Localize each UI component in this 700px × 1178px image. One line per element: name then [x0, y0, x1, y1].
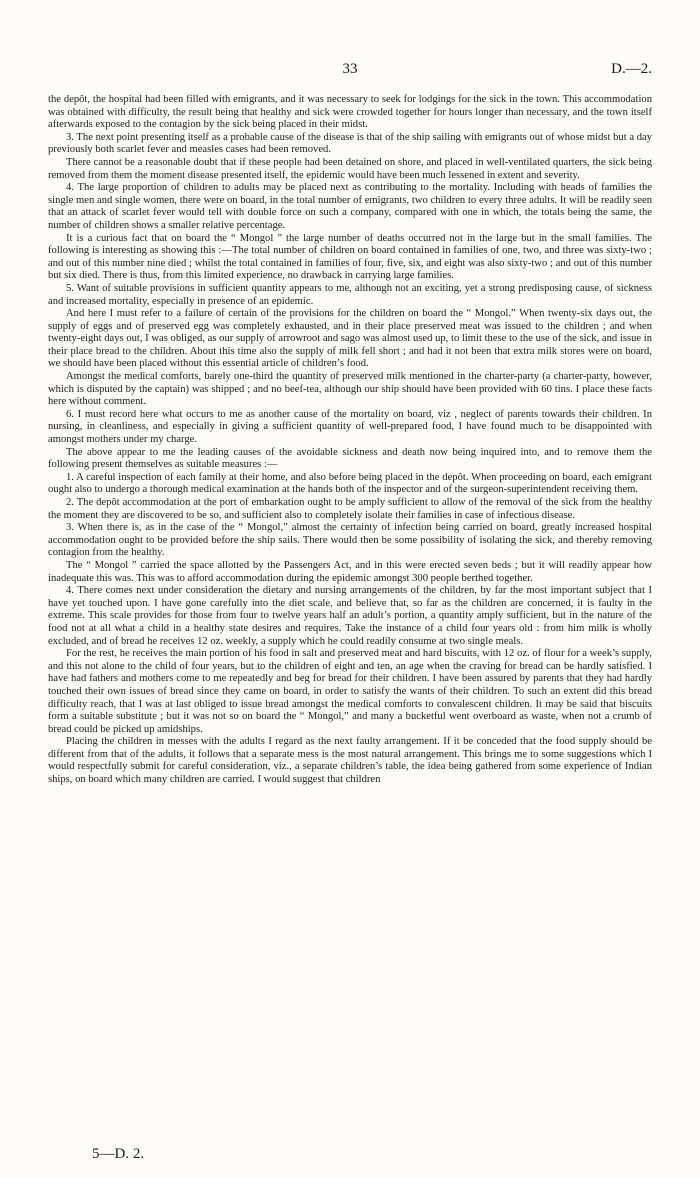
paragraph: For the rest, he receives the main portion of his food in salt and preserved meat and hard biscuits, with 12 oz. of flour for a week’s supply, and this not alone to the child of four years, but to the children of eight and ten, an age when the craving for bread can be hardly satisfied. I have had fathers and mothers come to me repeatedly and beg for bread for their children. I have been assured by parents that they had hardly touched their own issues of bread since they came on board, in order to satisfy the wants of their children. To such an extent did this bread difficulty reach, that I was at last obliged to issue bread amongst the medical comforts to convalescent children. It may be said that biscuits form a suitable substitute ; but it was not so on board the “ Mongol,” and many a bucketful went overboard as waste, when not a crumb of bread could be picked up amidships.: [48, 648, 652, 735]
paragraph: The “ Mongol ” carried the space allotted by the Passengers Act, and in this were erected seven beds ; but it will readily appear how inadequate this was. This was to afford accommodation during the epidemic amongst 300 people berthed together.: [48, 559, 652, 584]
document-code: D.—2.: [611, 61, 652, 77]
paragraph: 3. The next point presenting itself as a probable cause of the disease is that of the ship sailing with emigrants out of whose midst but a day previously both scarlet fever and measles cases had been removed.: [48, 131, 652, 156]
paragraph: 3. When there is, as in the case of the “ Mongol,” almost the certainty of infection being carried on board, greatly increased hospital accommodation ought to be provided before the ship sails. There would then be some possibility of isolating the sick, and thereby removing contagion from the healthy.: [48, 522, 652, 559]
paragraph: 4. There comes next under consideration the dietary and nursing arrangements of the children, by far the most important subject that I have yet touched upon. I have gone carefully into the diet scale, and believe that, so far as the children are concerned, it is faulty in the extreme. This scale provides for those from four to twelve years half an adult’s portion, a quantity amply sufficient, but in the nature of the food not at all what a child in a healthy state desires and requires. Take the instance of a child four years old : from him milk is wholly excluded, and of bread he receives 12 oz. weekly, a supply which he could readily consume at two single meals.: [48, 585, 652, 647]
paragraph: Amongst the medical comforts, barely one-third the quantity of preserved milk mentioned in the charter-party (a charter-party, however, which is disputed by the captain) was shipped ; and no beef-tea, although our ship should have been provided with 60 tins. I place these facts here without comment.: [48, 371, 652, 408]
signature-mark: 5—D. 2.: [92, 1146, 145, 1162]
paragraph: 4. The large proportion of children to adults may be placed next as contributing to the mortality. Including with heads of families the single men and single women, there were on board, in the total number of emigrants, two children to every three adults. It will be readily seen that an attack of scarlet fever would tell with double force on such a company, compared with one in which, the totals being the same, the number of children shows a smaller relative percentage.: [48, 182, 652, 231]
paragraph: the depôt, the hospital had been filled with emigrants, and it was necessary to seek for lodgings for the sick in the town. This accommodation was obtained with difficulty, the result being that healthy and sick were crowded together for hours longer than necessary, and the town itself afterwards exposed to the contagion by the sick being placed in their midst.: [48, 94, 652, 131]
paragraph: Placing the children in messes with the adults I regard as the next faulty arrangement. If it be conceded that the food supply should be different from that of the adults, it follows that a separate mess is the most natural arrangement. This brings me to some suggestions which I would respectfully submit for careful consideration, viz., a separate children’s table, the idea being gathered from some experience of Indian ships, on board which many children are carried. I would suggest that children: [48, 736, 652, 786]
page-header: [48, 61, 652, 81]
paragraph: And here I must refer to a failure of certain of the provisions for the children on board the “ Mongol.” When twenty-six days out, the supply of eggs and of preserved egg was completely exhausted, and in their place preserved meat was issued to the children ; and when twenty-eight days out, I was obliged, as our supply of arrowroot and sago was almost used up, to limit these to the use of the sick, and issue in their place bread to the children. About this time also the supply of milk fell short ; and had it not been that extra milk stores were on board, we should have been placed without this essential article of children’s food.: [48, 308, 652, 370]
paragraph: The above appear to me the leading causes of the avoidable sickness and death now being inquired into, and to remove them the following present themselves as suitable measures :—: [48, 446, 652, 471]
paragraph: There cannot be a reasonable doubt that if these people had been detained on shore, and placed in well-ventilated quarters, the sick being removed from them the moment disease presented itself, the epidemic would have been much lessened in extent and severity.: [48, 156, 652, 181]
page-number: 33: [342, 61, 358, 77]
paragraph: 1. A careful inspection of each family at their home, and also before being placed in the depôt. When proceeding on board, each emigrant ought also to undergo a thorough medical examination at the hands both of the inspector and of the surgeon-superintendent receiving them.: [48, 471, 652, 496]
paragraph: It is a curious fact that on board the “ Mongol ” the large number of deaths occurred not in the large but in the small families. The following is interesting as showing this :—The total number of children on board contained in families of one, two, and three was sixty-two ; and out of this number nine died ; whilst the total contained in families of four, five, six, and eight was also sixty-two ; and out of this number but six died. There is thus, from this limited experience, no drawback in carrying large families.: [48, 232, 652, 282]
paragraph: 2. The depôt accommodation at the port of embarkation ought to be amply sufficient to allow of the removal of the sick from the healthy the moment they are discovered to be so, and sufficient also to completely isolate their families in case of infectious disease.: [48, 497, 652, 521]
paragraph: 6. I must record here what occurs to me as another cause of the mortality on board, viz , neglect of parents towards their children. In nursing, in cleanliness, and especially in giving a sufficient quantity of well-prepared food, I have found much to be disappointed with amongst mothers under my charge.: [48, 408, 652, 446]
paragraph: 5. Want of suitable provisions in sufficient quantity appears to me, although not an exciting, yet a strong predisposing cause, of sickness and increased mortality, especially in presence of an epidemic.: [48, 282, 652, 307]
body-text: [48, 94, 652, 787]
